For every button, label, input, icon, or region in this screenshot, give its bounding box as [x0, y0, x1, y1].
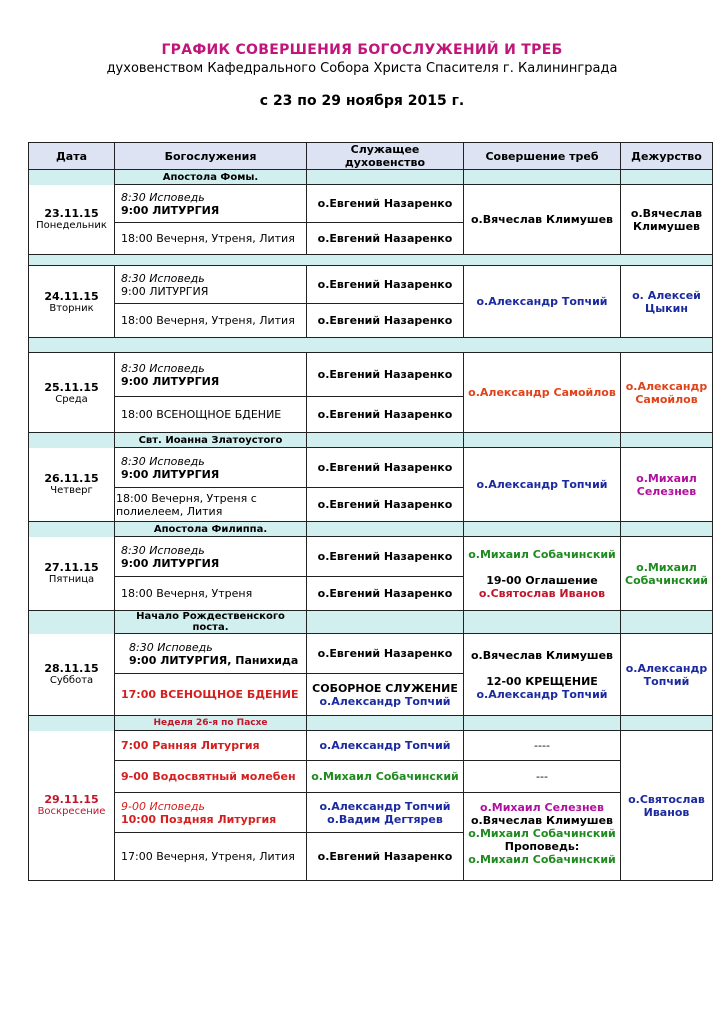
feast-label: Начало Рождественского поста.: [115, 611, 307, 634]
table-row: 18:00 Вечерня, Утреня с полиелеем, Лития о.Евгений Назаренко: [29, 488, 713, 522]
col-rites: Совершение треб: [464, 143, 621, 170]
schedule-table: [28, 142, 713, 881]
table-row: 18:00 Вечерня, Утреня, Лития о.Евгений Назаренко: [29, 223, 713, 255]
col-services: Богослужения: [115, 143, 307, 170]
feast-label: Апостола Фомы.: [115, 170, 307, 185]
feast-row: [29, 716, 713, 731]
day-date-cell: 27.11.15 Пятница: [29, 537, 115, 611]
col-duty: Дежурство: [621, 143, 713, 170]
table-row: 28.11.15 Суббота 8:30 Исповедь 9:00 ЛИТУРГИЯ, Панихида о.Евгений Назаренко о.Вячеслав Климушев 12-00 КРЕЩЕНИЕ о.Александр Топчий о.Александр Топчий: [29, 634, 713, 674]
table-row: 23.11.15 Понедельник 8:30 Исповедь 9:00 ЛИТУРГИЯ о.Евгений Назаренко о.Вячеслав Климушев о.Вячеслав Климушев: [29, 185, 713, 223]
day-date-cell: 29.11.15 Воскресение: [29, 731, 115, 881]
table-row: 24.11.15 Вторник 8:30 Исповедь 9:00 ЛИТУРГИЯ о.Евгений Назаренко о.Александр Топчий о. Алексей Цыкин: [29, 266, 713, 304]
feast-label: Свт. Иоанна Златоустого: [115, 433, 307, 448]
table-row: 17:00 ВСЕНОЩНОЕ БДЕНИЕ СОБОРНОЕ СЛУЖЕНИЕ о.Александр Топчий: [29, 674, 713, 716]
table-row: 9-00 Исповедь 10:00 Поздняя Литургия о.Александр Топчий о.Вадим Дегтярев о.Михаил Селезнев о.Вячеслав Климушев о.Михаил Собачинский Проповедь: о.Михаил Собачинский: [29, 793, 713, 833]
document-period: с 23 по 29 ноября 2015 г.: [259, 93, 465, 109]
table-row: 26.11.15 Четверг 8:30 Исповедь 9:00 ЛИТУРГИЯ о.Евгений Назаренко о.Александр Топчий о.Михаил Селезнев: [29, 448, 713, 488]
feast-label: Неделя 26-я по Пасхе: [115, 716, 307, 731]
day-date-cell: 28.11.15 Суббота: [29, 634, 115, 716]
table-row: 18:00 Вечерня, Утреня о.Евгений Назаренко: [29, 577, 713, 611]
table-header-row: [29, 143, 713, 170]
spacer-row: [29, 255, 713, 266]
table-row: 9-00 Водосвятный молебен о.Михаил Собачинский ---: [29, 761, 713, 793]
feast-row: [29, 611, 713, 634]
feast-row: [29, 433, 713, 448]
day-date-cell: 23.11.15 Понедельник: [29, 185, 115, 255]
table-row: 17:00 Вечерня, Утреня, Лития о.Евгений Назаренко: [29, 833, 713, 881]
table-row: 29.11.15 Воскресение 7:00 Ранняя Литургия о.Александр Топчий ---- о.Святослав Иванов: [29, 731, 713, 761]
feast-row: [29, 170, 713, 185]
day-date-cell: 26.11.15 Четверг: [29, 448, 115, 522]
col-clergy: Служащее духовенство: [307, 143, 464, 170]
spacer-row: [29, 338, 713, 353]
day-date-cell: 25.11.15 Среда: [29, 353, 115, 433]
feast-label: Апостола Филиппа.: [115, 522, 307, 537]
document-title: ГРАФИК СОВЕРШЕНИЯ БОГОСЛУЖЕНИЙ И ТРЕБ: [161, 42, 563, 58]
table-row: 25.11.15 Среда 8:30 Исповедь 9:00 ЛИТУРГИЯ о.Евгений Назаренко о.Александр Самойлов о.Александр Самойлов: [29, 353, 713, 397]
document-subtitle: духовенством Кафедрального Собора Христа Спасителя г. Калининграда: [106, 61, 618, 76]
day-date-cell: 24.11.15 Вторник: [29, 266, 115, 338]
table-row: 18:00 ВСЕНОЩНОЕ БДЕНИЕ о.Евгений Назаренко: [29, 397, 713, 433]
col-date: Дата: [29, 143, 115, 170]
table-row: 18:00 Вечерня, Утреня, Лития о.Евгений Назаренко: [29, 304, 713, 338]
feast-row: [29, 522, 713, 537]
table-row: 27.11.15 Пятница 8:30 Исповедь 9:00 ЛИТУРГИЯ о.Евгений Назаренко о.Михаил Собачинский 19-00 Оглашение о.Святослав Иванов о.Михаил Собачинский: [29, 537, 713, 577]
